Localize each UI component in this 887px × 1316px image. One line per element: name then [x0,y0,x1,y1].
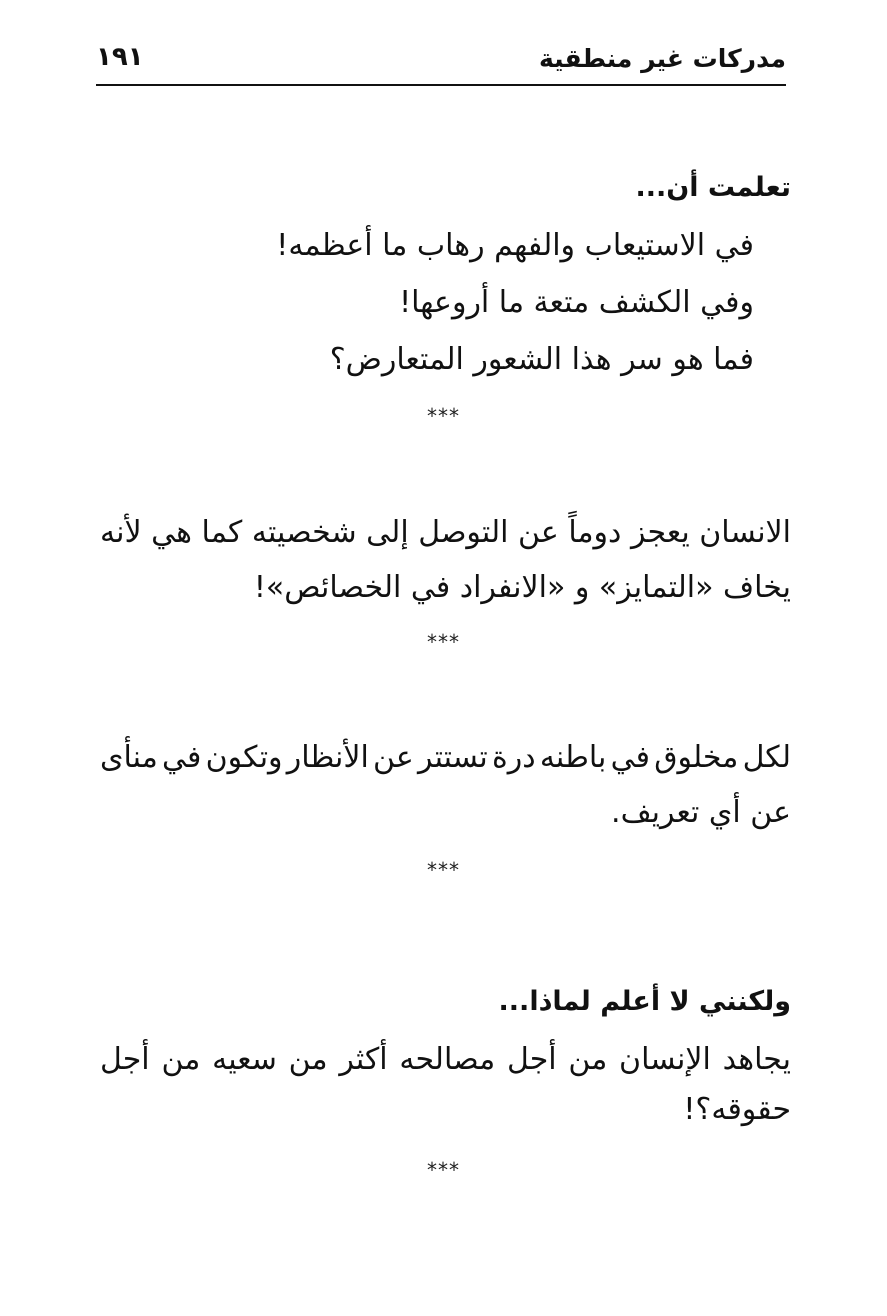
paragraph-line: حقوقه؟! [683,1092,791,1127]
word: منأى [100,740,158,775]
word: هي [151,515,192,550]
paragraph-line [100,1042,791,1078]
word: يجاهد [722,1042,791,1077]
section-separator: *** [427,630,460,654]
word: مخلوق [654,740,739,775]
word: التوصل [418,515,509,550]
word: من [568,1042,608,1077]
word: الإنسان [619,1042,711,1077]
word: كما [201,515,243,550]
word: الأنظار [286,740,369,775]
word: باطنه [539,740,607,775]
word: درة [492,740,536,775]
word: الانسان [699,515,791,550]
word: إلى [366,515,409,550]
paragraph-line: وفي الكشف متعة ما أروعها! [399,285,754,320]
word: تستتر [418,740,488,775]
word: شخصيته [251,515,357,550]
word: من [288,1042,328,1077]
section-heading: ولكنني لا أعلم لماذا... [498,986,791,1017]
word: وتكون [205,740,283,775]
paragraph-line [100,515,791,551]
section-heading: تعلمت أن... [635,172,791,203]
word: دوماً [568,515,622,550]
paragraph-line: في الاستيعاب والفهم رهاب ما أعظمه! [276,228,754,263]
section-separator: *** [427,1158,460,1182]
paragraph-line: فما هو سر هذا الشعور المتعارض؟ [329,342,754,377]
page-header [96,40,786,86]
word: في [162,740,202,775]
word: يعجز [630,515,690,550]
word: لكل [742,740,791,775]
word: في [610,740,650,775]
word: لأنه [100,515,142,550]
word: عن [373,740,414,775]
word: سعيه [212,1042,277,1077]
page-number: ١٩١ [96,42,144,72]
word: مصالحه [399,1042,496,1077]
section-separator: *** [427,404,460,428]
word: أجل [100,1042,150,1077]
word: من [161,1042,201,1077]
paragraph-line: عن أي تعريف. [611,795,791,830]
word: أكثر [339,1042,388,1077]
word: عن [518,515,559,550]
word: أجل [506,1042,557,1077]
running-title: مدركات غير منطقية [539,44,786,73]
paragraph-line [100,740,791,776]
paragraph-line: يخاف «التمايز» و «الانفراد في الخصائص»! [253,570,791,605]
section-separator: *** [427,858,460,882]
